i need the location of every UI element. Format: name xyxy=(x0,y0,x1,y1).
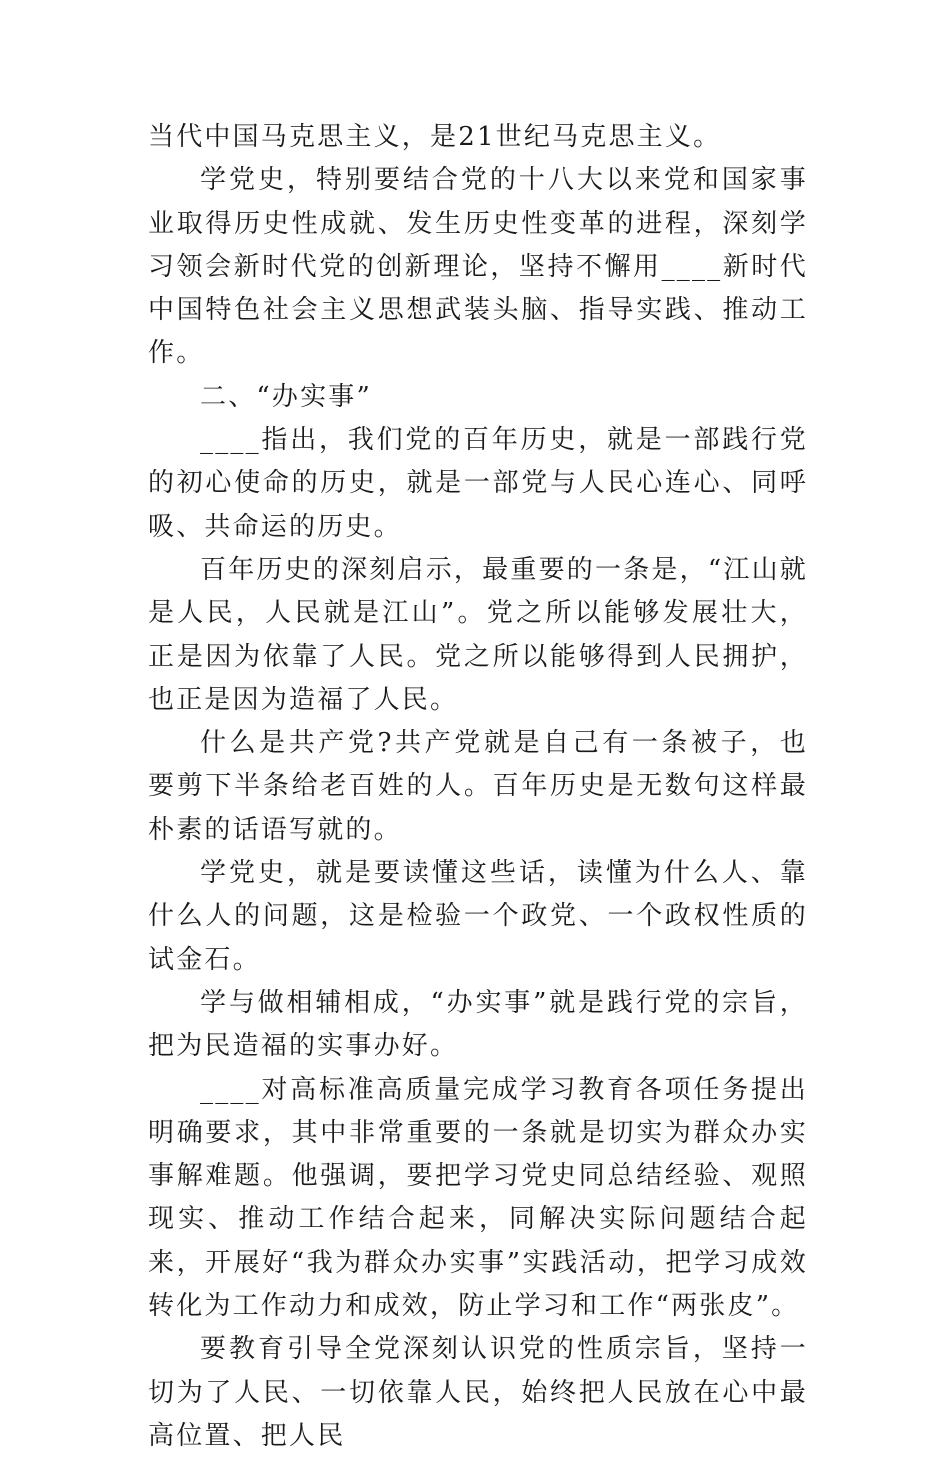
section-heading: 二、“办实事” xyxy=(200,381,372,412)
paragraph-8: ____对高标准高质量完成学习教育各项任务提出明确要求，其中非常重要的一条就是切实为群众办实事解难题。他强调，要把学习党史同总结经验、观照现实、推动工作结合起来，同解决实际问题结合起来，开展好“我为群众办实事”实践活动，把学习成效转化为工作动力和成效，防止学习和工作“两张皮”。 xyxy=(148,1074,808,1322)
paragraph-9: 要教育引导全党深刻认识党的性质宗旨，坚持一切为了人民、一切依靠人民，始终把人民放在心中最高位置、把人民 xyxy=(148,1334,808,1451)
paragraph-4: 百年历史的深刻启示，最重要的一条是，“江山就是人民，人民就是江山”。党之所以能够发展壮大，正是因为依靠了人民。党之所以能够得到人民拥护，也正是因为造福了人民。 xyxy=(148,554,808,715)
paragraph-2: 学党史，特别要结合党的十八大以来党和国家事业取得历史性成就、发生历史性变革的进程，深刻学习领会新时代党的创新理论，坚持不懈用____新时代中国特色社会主义思想武装头脑、指导实践、推动工作。 xyxy=(148,165,808,369)
paragraph-6: 学党史，就是要读懂这些话，读懂为什么人、靠什么人的问题，这是检验一个政党、一个政权性质的试金石。 xyxy=(148,858,808,975)
paragraph-5: 什么是共产党?共产党就是自己有一条被子，也要剪下半条给老百姓的人。百年历史是无数句这样最朴素的话语写就的。 xyxy=(148,728,808,845)
paragraph-3: ____指出，我们党的百年历史，就是一部践行党的初心使命的历史，就是一部党与人民心连心、同呼吸、共命运的历史。 xyxy=(148,425,808,542)
paragraph-1: 当代中国马克思主义，是21世纪马克思主义。 xyxy=(148,122,722,152)
document-body xyxy=(148,116,808,1458)
paragraph-7: 学与做相辅相成，“办实事”就是践行党的宗旨，把为民造福的实事办好。 xyxy=(148,987,808,1062)
